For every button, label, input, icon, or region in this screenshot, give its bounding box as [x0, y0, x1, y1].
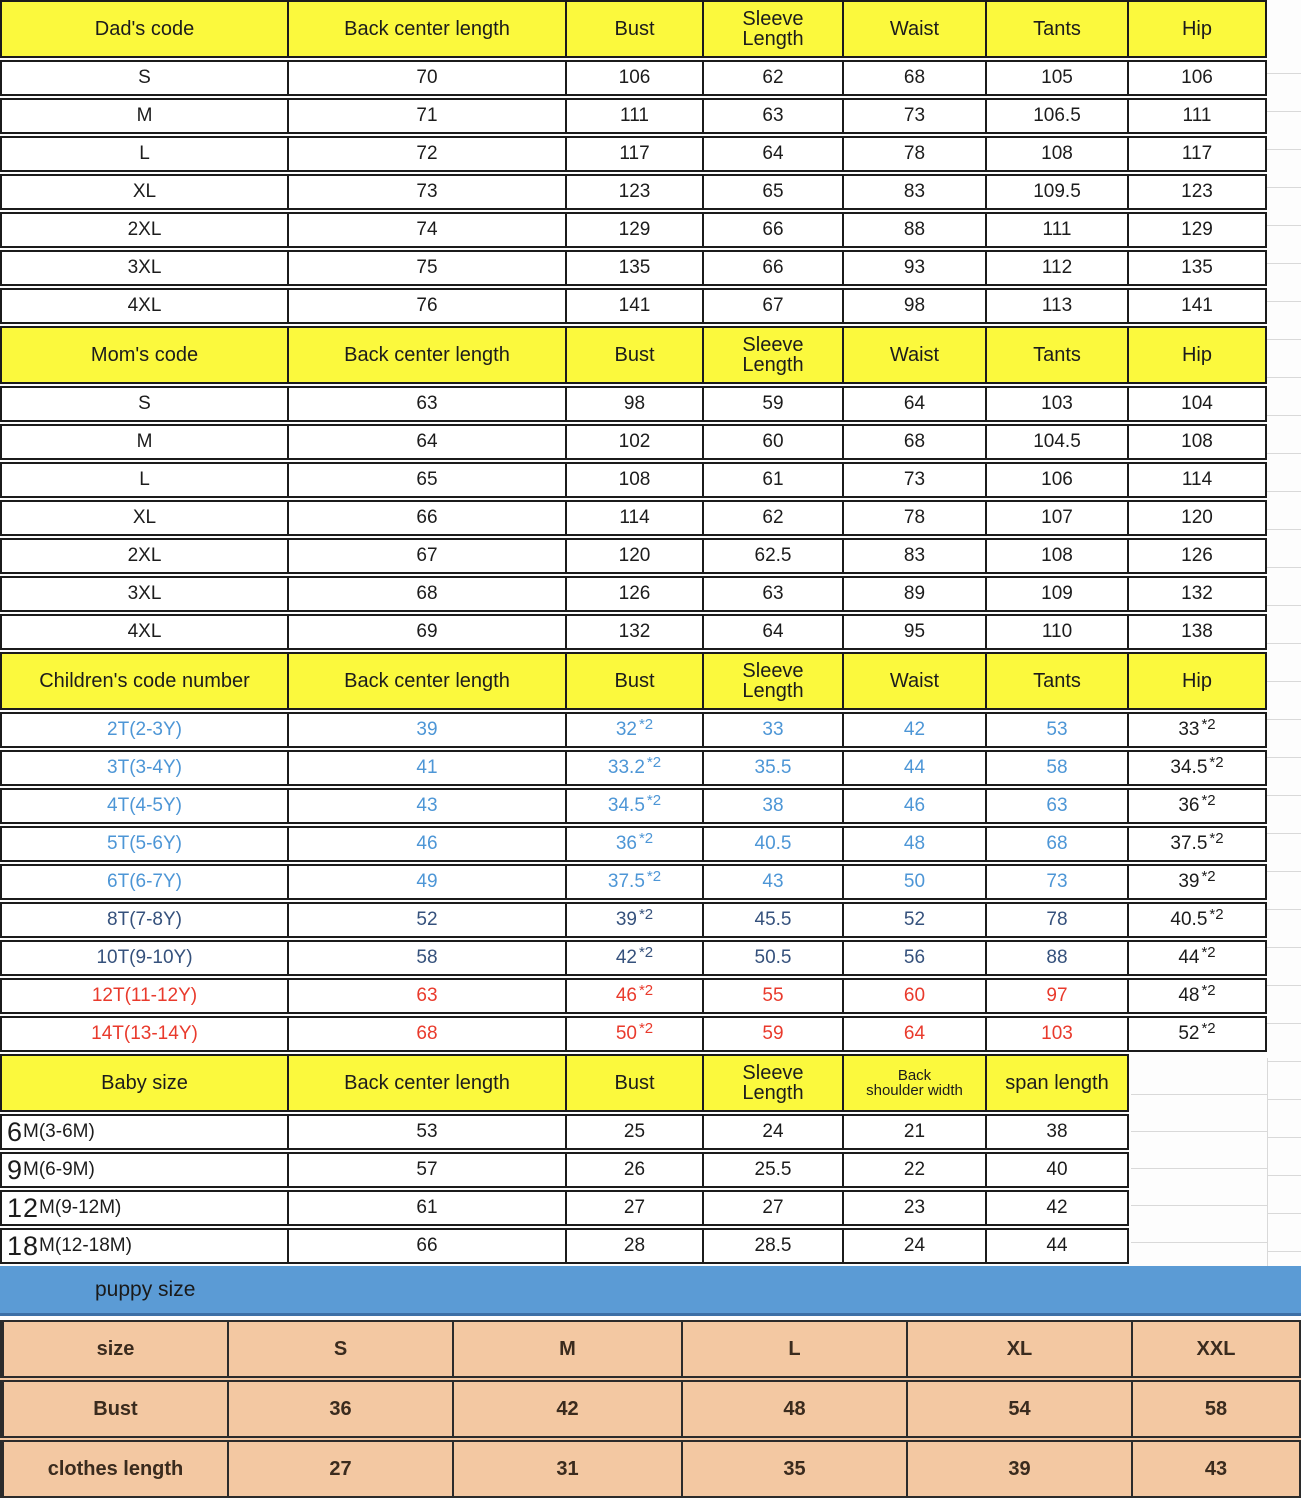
mom-cell: 126 — [1127, 540, 1265, 572]
dad-cell: 141 — [1127, 290, 1265, 322]
children-cell: 59 — [702, 1018, 842, 1050]
mom-cell: 63 — [702, 578, 842, 610]
children-column-header: Sleeve Length — [702, 654, 842, 708]
mom-header-row — [0, 326, 1267, 384]
children-cell: 50 *2 — [565, 1018, 702, 1050]
children-cell: 3T(3-4Y) — [107, 757, 182, 779]
mom-row-4XL — [0, 614, 1267, 650]
mom-row-M — [0, 424, 1267, 460]
children-cell: 46 — [287, 828, 565, 860]
children-cell: 38 — [702, 790, 842, 822]
dad-cell: 66 — [702, 252, 842, 284]
children-cell: 43 — [287, 790, 565, 822]
dad-cell: 112 — [985, 252, 1127, 284]
dad-cell: 129 — [565, 214, 702, 246]
dad-cell: 74 — [287, 214, 565, 246]
children-column-header: Back center length — [287, 654, 565, 708]
children-cell: 36 *2 — [565, 828, 702, 860]
puppy-cell: 36 — [227, 1382, 452, 1436]
puppy-row-clothes-length — [0, 1440, 1301, 1498]
mom-cell: 108 — [985, 540, 1127, 572]
dad-cell: 2XL — [127, 219, 162, 241]
mom-row-S — [0, 386, 1267, 422]
children-cell: 97 — [985, 980, 1127, 1012]
dad-cell: S — [138, 67, 151, 89]
children-cell: 88 — [985, 942, 1127, 974]
baby-cell: 57 — [287, 1154, 565, 1186]
children-cell: 33 — [702, 714, 842, 746]
times-two-suffix: *2 — [638, 716, 654, 734]
dad-cell: 129 — [1127, 214, 1265, 246]
dad-cell: 108 — [985, 138, 1127, 170]
baby-size-table — [0, 1054, 1129, 1264]
times-two-suffix: *2 — [1201, 1020, 1216, 1038]
mom-column-header: Waist — [842, 328, 985, 382]
dad-cell: 76 — [287, 290, 565, 322]
times-two-suffix: *2 — [1201, 868, 1216, 886]
children-cell: 52 — [842, 904, 985, 936]
puppy-cell: size — [2, 1322, 227, 1376]
children-column-header: Hip — [1127, 654, 1265, 708]
mom-cell: 3XL — [127, 583, 162, 605]
children-cell: 52 — [287, 904, 565, 936]
children-cell: 32 *2 — [565, 714, 702, 746]
mom-cell: 62 — [702, 502, 842, 534]
baby-row-9M(6-9M) — [0, 1152, 1129, 1188]
dad-column-header: Sleeve Length — [702, 2, 842, 56]
puppy-size-header-bar — [0, 1266, 1301, 1316]
mom-cell: M — [136, 431, 153, 453]
dad-column-header: Back center length — [287, 2, 565, 56]
children-row-12T(11-12Y) — [0, 978, 1267, 1014]
baby-cell: 25 — [565, 1116, 702, 1148]
children-cell: 73 — [985, 866, 1127, 898]
baby-size-big-digit: 9 — [7, 1154, 24, 1185]
children-cell: 49 — [287, 866, 565, 898]
dad-cell: 135 — [1127, 252, 1265, 284]
children-cell: 58 — [985, 752, 1127, 784]
baby-row-12M(9-12M) — [0, 1190, 1129, 1226]
dad-cell: 73 — [842, 100, 985, 132]
mom-cell: 107 — [985, 502, 1127, 534]
times-two-suffix: *2 — [638, 944, 654, 962]
children-cell: 53 — [985, 714, 1127, 746]
mom-cell: 114 — [1127, 464, 1265, 496]
mom-row-3XL — [0, 576, 1267, 612]
mom-cell: 64 — [702, 616, 842, 648]
children-cell: 35.5 — [702, 752, 842, 784]
dad-cell: 109.5 — [985, 176, 1127, 208]
dad-cell: 62 — [702, 62, 842, 94]
mom-cell: 68 — [287, 578, 565, 610]
children-cell: 63 — [985, 790, 1127, 822]
mom-size-table — [0, 326, 1267, 650]
children-cell: 41 — [287, 752, 565, 784]
dad-cell: 63 — [702, 100, 842, 132]
baby-column-header: Bust — [565, 1056, 702, 1110]
times-two-suffix: *2 — [1209, 830, 1224, 848]
children-cell: 48 — [842, 828, 985, 860]
dad-row-3XL — [0, 250, 1267, 286]
dad-cell: 141 — [565, 290, 702, 322]
dad-cell: 78 — [842, 138, 985, 170]
dad-column-header: Hip — [1127, 2, 1265, 56]
puppy-cell: 43 — [1131, 1442, 1299, 1496]
mom-cell: 104.5 — [985, 426, 1127, 458]
children-row-6T(6-7Y) — [0, 864, 1267, 900]
dad-cell: 111 — [985, 214, 1127, 246]
children-cell: 43 — [702, 866, 842, 898]
puppy-cell: Bust — [2, 1382, 227, 1436]
mom-cell: 108 — [1127, 426, 1265, 458]
puppy-cell: S — [227, 1322, 452, 1376]
baby-cell: 40 — [985, 1154, 1127, 1186]
dad-cell: 123 — [565, 176, 702, 208]
children-cell: 33.2 *2 — [565, 752, 702, 784]
mom-column-header: Hip — [1127, 328, 1265, 382]
puppy-cell: 31 — [452, 1442, 681, 1496]
children-cell: 39 *2 — [565, 904, 702, 936]
mom-cell: 64 — [842, 388, 985, 420]
times-two-suffix: *2 — [1209, 754, 1224, 772]
baby-cell: 24 — [702, 1116, 842, 1148]
mom-cell: 103 — [985, 388, 1127, 420]
dad-cell: 65 — [702, 176, 842, 208]
children-cell: 8T(7-8Y) — [107, 909, 182, 931]
baby-column-header: Baby size — [101, 1071, 188, 1094]
mom-cell: 98 — [565, 388, 702, 420]
children-column-header: Children's code number — [39, 669, 250, 692]
baby-row-18M(12-18M) — [0, 1228, 1129, 1264]
baby-cell: 26 — [565, 1154, 702, 1186]
mom-cell: 95 — [842, 616, 985, 648]
children-cell: 50 — [842, 866, 985, 898]
dad-header-row — [0, 0, 1267, 58]
times-two-suffix: *2 — [646, 754, 662, 772]
baby-row-6M(3-6M) — [0, 1114, 1129, 1150]
dad-row-S — [0, 60, 1267, 96]
baby-cell: 18 M(12-18M) — [7, 1230, 132, 1261]
dad-column-header: Tants — [985, 2, 1127, 56]
children-cell: 68 — [287, 1018, 565, 1050]
children-cell: 44 *2 — [1127, 942, 1265, 974]
children-cell: 40.5 — [702, 828, 842, 860]
baby-cell: 21 — [842, 1116, 985, 1148]
mom-cell: 120 — [1127, 502, 1265, 534]
dad-cell: 117 — [1127, 138, 1265, 170]
mom-column-header: Mom's code — [90, 343, 199, 366]
baby-cell: 12 M(9-12M) — [7, 1192, 122, 1223]
baby-cell: 28 — [565, 1230, 702, 1262]
children-cell: 44 — [842, 752, 985, 784]
dad-cell: 66 — [702, 214, 842, 246]
dad-cell: 106 — [565, 62, 702, 94]
baby-cell: 24 — [842, 1230, 985, 1262]
children-cell: 50.5 — [702, 942, 842, 974]
dad-row-M — [0, 98, 1267, 134]
spreadsheet-gridlines-right — [1267, 36, 1301, 1266]
dad-row-4XL — [0, 288, 1267, 324]
puppy-cell: 27 — [227, 1442, 452, 1496]
children-cell: 37.5 *2 — [1127, 828, 1265, 860]
children-cell: 45.5 — [702, 904, 842, 936]
mom-cell: 106 — [985, 464, 1127, 496]
mom-cell: 78 — [842, 502, 985, 534]
mom-cell: 132 — [1127, 578, 1265, 610]
dad-cell: M — [136, 105, 153, 127]
mom-cell: 120 — [565, 540, 702, 572]
dad-cell: 93 — [842, 252, 985, 284]
dad-cell: 117 — [565, 138, 702, 170]
children-column-header: Tants — [985, 654, 1127, 708]
baby-column-header: Back center length — [287, 1056, 565, 1110]
children-cell: 33 *2 — [1127, 714, 1265, 746]
children-cell: 78 — [985, 904, 1127, 936]
dad-cell: 111 — [1127, 100, 1265, 132]
mom-cell: 4XL — [127, 621, 162, 643]
times-two-suffix: *2 — [646, 792, 662, 810]
dad-size-table — [0, 0, 1267, 324]
children-cell: 34.5 *2 — [1127, 752, 1265, 784]
dad-cell: 111 — [565, 100, 702, 132]
dad-column-header: Waist — [842, 2, 985, 56]
mom-cell: 110 — [985, 616, 1127, 648]
dad-cell: 123 — [1127, 176, 1265, 208]
times-two-suffix: *2 — [1201, 982, 1216, 1000]
dad-cell: 70 — [287, 62, 565, 94]
dad-cell: 106 — [1127, 62, 1265, 94]
mom-cell: 126 — [565, 578, 702, 610]
mom-cell: 66 — [287, 502, 565, 534]
children-row-4T(4-5Y) — [0, 788, 1267, 824]
children-cell: 58 — [287, 942, 565, 974]
mom-cell: 62.5 — [702, 540, 842, 572]
dad-cell: 72 — [287, 138, 565, 170]
puppy-cell: XXL — [1131, 1322, 1299, 1376]
mom-column-header: Back center length — [287, 328, 565, 382]
times-two-suffix: *2 — [1201, 716, 1216, 734]
mom-cell: 2XL — [127, 545, 162, 567]
baby-cell: 22 — [842, 1154, 985, 1186]
mom-cell: 67 — [287, 540, 565, 572]
times-two-suffix: *2 — [646, 868, 662, 886]
baby-cell: 28.5 — [702, 1230, 842, 1262]
puppy-size-table — [0, 1320, 1301, 1498]
dad-cell: XL — [132, 181, 157, 203]
children-row-8T(7-8Y) — [0, 902, 1267, 938]
mom-cell: 60 — [702, 426, 842, 458]
mom-cell: 83 — [842, 540, 985, 572]
dad-cell: 3XL — [127, 257, 162, 279]
baby-cell: 27 — [702, 1192, 842, 1224]
baby-cell: 44 — [985, 1230, 1127, 1262]
mom-cell: 63 — [287, 388, 565, 420]
times-two-suffix: *2 — [638, 982, 654, 1000]
mom-column-header: Bust — [565, 328, 702, 382]
baby-cell: 38 — [985, 1116, 1127, 1148]
children-column-header: Bust — [565, 654, 702, 708]
mom-cell: 61 — [702, 464, 842, 496]
baby-size-big-digit: 12 — [7, 1192, 40, 1223]
times-two-suffix: *2 — [638, 830, 654, 848]
puppy-cell: 58 — [1131, 1382, 1299, 1436]
dad-cell: 75 — [287, 252, 565, 284]
mom-row-L — [0, 462, 1267, 498]
dad-row-XL — [0, 174, 1267, 210]
times-two-suffix: *2 — [1201, 944, 1216, 962]
puppy-cell: 39 — [906, 1442, 1131, 1496]
mom-cell: XL — [132, 507, 157, 529]
mom-cell: 109 — [985, 578, 1127, 610]
children-cell: 46 — [842, 790, 985, 822]
dad-cell: L — [139, 143, 150, 165]
mom-cell: 108 — [565, 464, 702, 496]
times-two-suffix: *2 — [638, 1020, 654, 1038]
puppy-cell: 48 — [681, 1382, 906, 1436]
children-cell: 12T(11-12Y) — [91, 985, 198, 1007]
mom-cell: 138 — [1127, 616, 1265, 648]
children-cell: 4T(4-5Y) — [107, 795, 182, 817]
baby-cell: 23 — [842, 1192, 985, 1224]
children-cell: 37.5 *2 — [565, 866, 702, 898]
dad-cell: 105 — [985, 62, 1127, 94]
children-cell: 52 *2 — [1127, 1018, 1265, 1050]
children-column-header: Waist — [842, 654, 985, 708]
mom-cell: L — [139, 469, 150, 491]
mom-cell: 65 — [287, 464, 565, 496]
children-cell: 42 — [842, 714, 985, 746]
mom-cell: 132 — [565, 616, 702, 648]
dad-cell: 106.5 — [985, 100, 1127, 132]
dad-cell: 135 — [565, 252, 702, 284]
mom-cell: 89 — [842, 578, 985, 610]
children-cell: 48 *2 — [1127, 980, 1265, 1012]
puppy-cell: clothes length — [2, 1442, 227, 1496]
children-row-10T(9-10Y) — [0, 940, 1267, 976]
children-header-row — [0, 652, 1267, 710]
children-cell: 56 — [842, 942, 985, 974]
times-two-suffix: *2 — [1201, 792, 1216, 810]
baby-cell: 42 — [985, 1192, 1127, 1224]
children-cell: 36 *2 — [1127, 790, 1265, 822]
children-row-3T(3-4Y) — [0, 750, 1267, 786]
dad-cell: 71 — [287, 100, 565, 132]
baby-column-header: span length — [985, 1056, 1127, 1110]
mom-cell: 73 — [842, 464, 985, 496]
mom-column-header: Sleeve Length — [702, 328, 842, 382]
puppy-row-Bust — [0, 1380, 1301, 1438]
dad-cell: 88 — [842, 214, 985, 246]
children-row-14T(13-14Y) — [0, 1016, 1267, 1052]
mom-cell: 104 — [1127, 388, 1265, 420]
children-cell: 39 *2 — [1127, 866, 1265, 898]
baby-cell: 6 M(3-6M) — [7, 1116, 95, 1147]
baby-cell: 53 — [287, 1116, 565, 1148]
children-row-2T(2-3Y) — [0, 712, 1267, 748]
children-cell: 103 — [985, 1018, 1127, 1050]
dad-cell: 67 — [702, 290, 842, 322]
dad-cell: 64 — [702, 138, 842, 170]
mom-cell: 64 — [287, 426, 565, 458]
mom-cell: S — [138, 393, 151, 415]
children-cell: 14T(13-14Y) — [91, 1023, 198, 1045]
dad-cell: 4XL — [127, 295, 162, 317]
puppy-size-title: puppy size — [95, 1277, 196, 1301]
dad-cell: 98 — [842, 290, 985, 322]
puppy-cell: 35 — [681, 1442, 906, 1496]
children-cell: 55 — [702, 980, 842, 1012]
children-cell: 64 — [842, 1018, 985, 1050]
children-cell: 63 — [287, 980, 565, 1012]
children-cell: 2T(2-3Y) — [107, 719, 182, 741]
dad-cell: 113 — [985, 290, 1127, 322]
dad-row-L — [0, 136, 1267, 172]
dad-cell: 83 — [842, 176, 985, 208]
children-size-table — [0, 652, 1267, 1052]
puppy-cell: 54 — [906, 1382, 1131, 1436]
children-cell: 46 *2 — [565, 980, 702, 1012]
times-two-suffix: *2 — [638, 906, 654, 924]
mom-cell: 102 — [565, 426, 702, 458]
mom-cell: 68 — [842, 426, 985, 458]
baby-size-big-digit: 18 — [7, 1230, 40, 1261]
children-cell: 34.5 *2 — [565, 790, 702, 822]
children-cell: 40.5 *2 — [1127, 904, 1265, 936]
children-cell: 68 — [985, 828, 1127, 860]
dad-cell: 68 — [842, 62, 985, 94]
mom-cell: 114 — [565, 502, 702, 534]
children-cell: 6T(6-7Y) — [107, 871, 182, 893]
baby-cell: 61 — [287, 1192, 565, 1224]
dad-cell: 73 — [287, 176, 565, 208]
puppy-cell: M — [452, 1322, 681, 1376]
baby-size-big-digit: 6 — [7, 1116, 24, 1147]
puppy-cell: XL — [906, 1322, 1131, 1376]
children-cell: 10T(9-10Y) — [96, 947, 193, 969]
baby-header-row — [0, 1054, 1129, 1112]
spreadsheet-gridlines-baby — [1131, 1058, 1268, 1266]
children-cell: 39 — [287, 714, 565, 746]
puppy-cell: L — [681, 1322, 906, 1376]
baby-column-header: Sleeve Length — [702, 1056, 842, 1110]
mom-row-XL — [0, 500, 1267, 536]
dad-column-header: Dad's code — [94, 17, 195, 40]
baby-cell: 27 — [565, 1192, 702, 1224]
dad-row-2XL — [0, 212, 1267, 248]
mom-row-2XL — [0, 538, 1267, 574]
puppy-cell: 42 — [452, 1382, 681, 1436]
baby-cell: 25.5 — [702, 1154, 842, 1186]
children-cell: 42 *2 — [565, 942, 702, 974]
children-cell: 60 — [842, 980, 985, 1012]
dad-column-header: Bust — [565, 2, 702, 56]
mom-column-header: Tants — [985, 328, 1127, 382]
times-two-suffix: *2 — [1209, 906, 1224, 924]
children-cell: 5T(5-6Y) — [107, 833, 182, 855]
mom-cell: 69 — [287, 616, 565, 648]
baby-column-header: Back shoulder width — [842, 1056, 985, 1110]
baby-cell: 66 — [287, 1230, 565, 1262]
children-row-5T(5-6Y) — [0, 826, 1267, 862]
mom-cell: 59 — [702, 388, 842, 420]
puppy-row-size — [0, 1320, 1301, 1378]
baby-cell: 9 M(6-9M) — [7, 1154, 95, 1185]
